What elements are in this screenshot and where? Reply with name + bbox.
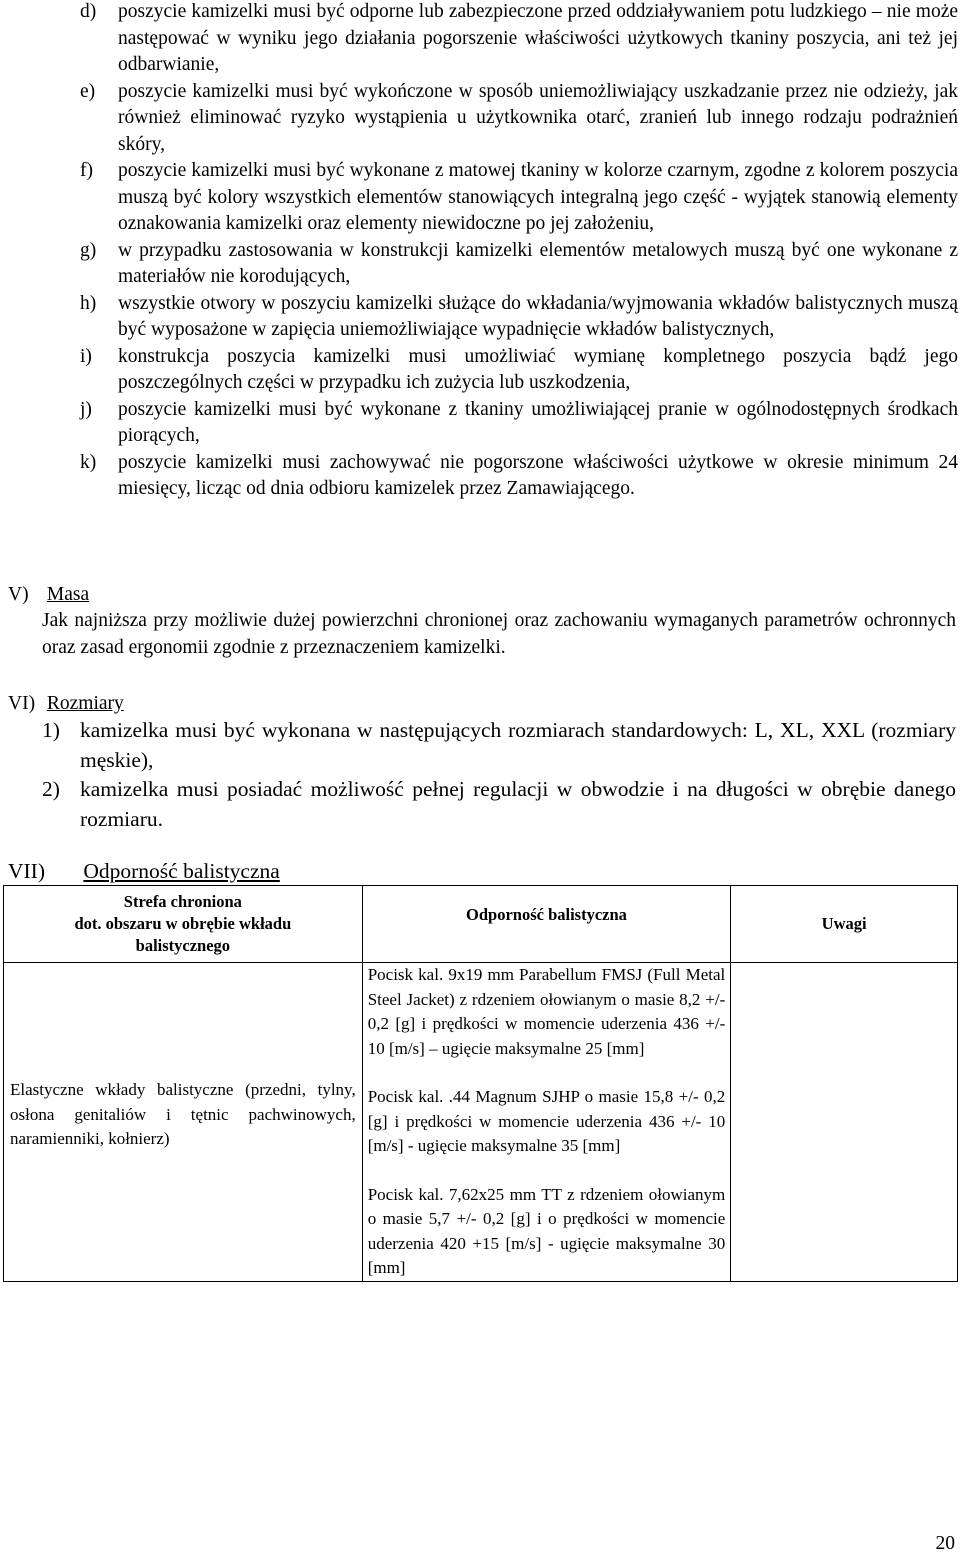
page-number: 20 — [935, 1533, 955, 1554]
section-number: VI) — [8, 693, 36, 714]
list-item-text: kamizelka musi być wykonana w następujących rozmiarach standardowych: L, XL, XXL (rozmiary męskie), — [80, 718, 956, 772]
list-item-label: j) — [80, 398, 92, 420]
header-zone-line2: dot. obszaru w obrębie wkładu balistycznego — [74, 914, 292, 955]
list-item-text: poszycie kamizelki musi być wykonane z matowej tkaniny w kolorze czarnym, zgodne z kolorem poszycia muszą być kolory wszystkich elementów stanowiących integralną jego część - wyjątek stanowią elementy oznakowania kamizelki oraz elementy niewidoczne po jej założeniu, — [118, 160, 958, 234]
list-item-label: k) — [80, 451, 97, 473]
section-heading-mass — [8, 582, 89, 609]
resistance-item: Pocisk kal. 7,62x25 mm TT z rdzeniem ołowianym o masie 5,7 +/- 0,2 [g] i o prędkości w momencie uderzenia 420 +15 [m/s] - ugięcie maksymalne 30 [mm] — [367, 1184, 726, 1277]
remarks-cell — [731, 963, 958, 1282]
list-item-text: konstrukcja poszycia kamizelki musi umożliwiać wymianę kompletnego poszycia bądź jego poszczególnych części w przypadku ich zużycia lub uszkodzenia, — [118, 345, 958, 393]
list-item — [80, 0, 958, 79]
section-heading-ballistic — [8, 857, 280, 886]
list-item-text: kamizelka musi posiadać możliwość pełnej regulacji w obwodzie i na długości w obrębie danego rozmiaru. — [80, 777, 956, 831]
list-item — [80, 158, 958, 238]
section-heading-sizes — [8, 691, 124, 718]
table-row — [4, 963, 958, 1282]
list-item-label: e) — [80, 80, 96, 102]
list-item-label: 2) — [42, 777, 60, 801]
header-remarks: Uwagi — [731, 886, 958, 963]
resistance-item: Pocisk kal. 9x19 mm Parabellum FMSJ (Full Metal Steel Jacket) z rdzeniem ołowianym o masie 8,2 +/- 0,2 [g] i prędkości w momencie uderzenia 436 +/- 10 [m/s] – ugięcie maksymalne 25 [mm] — [367, 965, 726, 1058]
list-item-text: wszystkie otwory w poszyciu kamizelki służące do wkładania/wyjmowania wkładów balistycznych muszą być wyposażone w zapięcia uniemożliwiające wypadnięcie wkładów balistycznych, — [118, 292, 958, 340]
header-zone-line1: Strefa chroniona — [123, 892, 242, 911]
list-item-label: g) — [80, 239, 97, 261]
list-item-text: poszycie kamizelki musi zachowywać nie pogorszone właściwości użytkowe w okresie minimum 24 miesięcy, licząc od dnia odbioru kamizelek przez Zamawiającego. — [118, 451, 958, 499]
list-item-label: f) — [80, 160, 93, 181]
list-item-text: w przypadku zastosowania w konstrukcji kamizelki elementów metalowych muszą być one wykonane z materiałów nie korodujących, — [118, 239, 958, 287]
sizes-list — [42, 716, 956, 834]
list-item-text: poszycie kamizelki musi być wykonane z tkaniny umożliwiającej pranie w ogólnodostępnych środkach piorących, — [118, 398, 958, 446]
section-number: V) — [8, 584, 29, 605]
list-item — [80, 79, 958, 159]
list-item-label: d) — [80, 1, 97, 22]
list-item-label: i) — [80, 345, 92, 367]
list-item — [42, 716, 956, 775]
list-item — [80, 291, 958, 344]
zone-cell — [4, 963, 363, 1282]
list-item-label: h) — [80, 292, 97, 314]
section-title: Rozmiary — [46, 693, 124, 714]
mass-paragraph: Jak najniższa przy możliwie dużej powierzchni chronionej oraz zachowaniu wymaganych parametrów ochronnych oraz zasad ergonomii zgodnie z przeznaczeniem kamizelki. — [42, 610, 956, 658]
list-item-text: poszycie kamizelki musi być wykończone w sposób uniemożliwiający uszkadzanie przez nie odzieży, jak również eliminować ryzyko wystąpienia u użytkownika otarć, zranień lub innego rodzaju podrażnień skóry, — [118, 80, 958, 155]
list-item-text: poszycie kamizelki musi być odporne lub zabezpieczone przed oddziaływaniem potu ludzkiego – nie może następować w wyniku jego działania pogorszenie właściwości użytkowych tkaniny poszycia, ani też jej odbarwianie, — [118, 1, 958, 75]
header-resistance: Odporność balistyczna — [362, 886, 731, 963]
resistance-cell — [362, 963, 731, 1282]
list-item — [80, 238, 958, 291]
ballistic-table — [3, 885, 958, 1282]
list-item-label: 1) — [42, 718, 60, 742]
section-number: VII) — [8, 859, 46, 883]
list-item — [42, 775, 956, 834]
list-item — [80, 397, 958, 450]
zone-text: Elastyczne wkłady balistyczne (przedni, tylny, osłona genitaliów i tętnic pachwinowych, naramienniki, kołnierz) — [10, 1080, 356, 1148]
header-zone — [4, 886, 363, 963]
section-title: Odporność balistyczna — [83, 859, 280, 883]
requirements-list — [80, 0, 958, 503]
resistance-item: Pocisk kal. .44 Magnum SJHP o masie 15,8 +/- 0,2 [g] i prędkości w momencie uderzenia 436 +/- 10 [m/s] - ugięcie maksymalne 35 [mm] — [367, 1087, 726, 1155]
section-title: Masa — [46, 584, 90, 605]
table-header-row — [4, 886, 958, 963]
list-item — [80, 450, 958, 503]
list-item — [80, 344, 958, 397]
